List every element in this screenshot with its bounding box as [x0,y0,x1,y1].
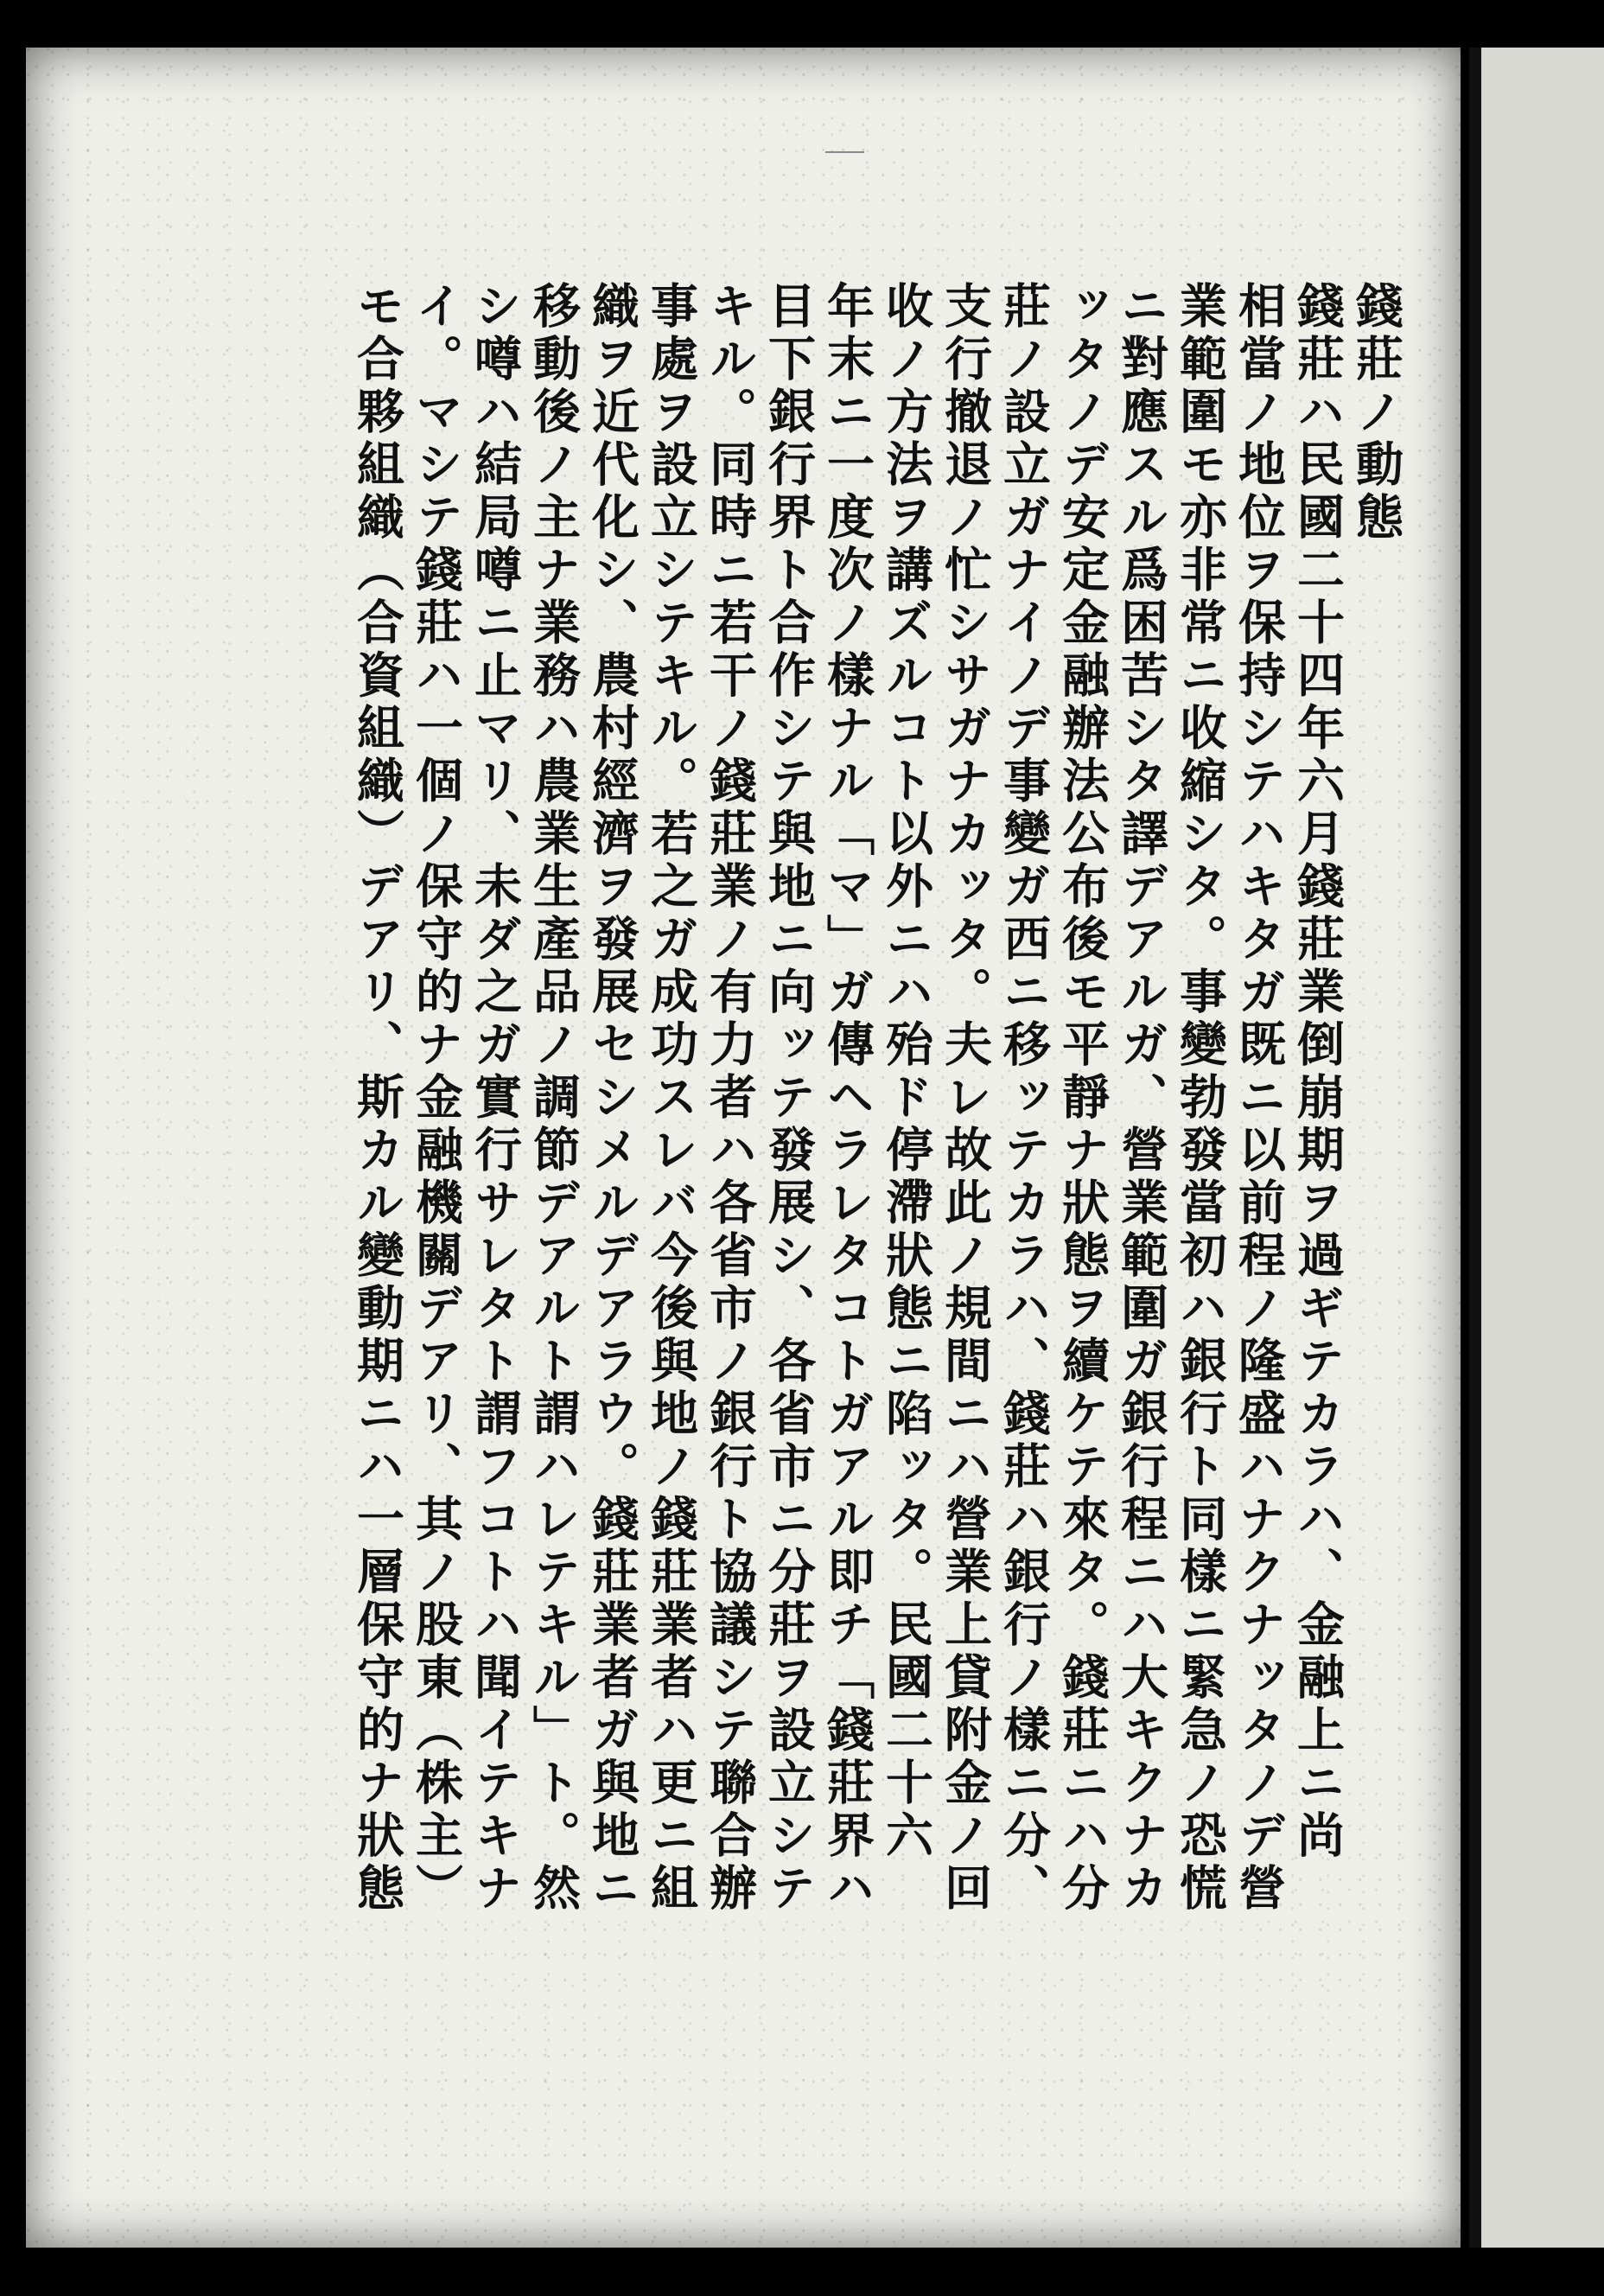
vertical-text-body [349,281,1404,2105]
text-column: 事處ヲ設立シテキル。若之ガ成功スレバ今後與地ノ錢莊業者ハ更ニ組 [643,281,699,1916]
top-mark [825,151,864,153]
text-column: 支行撤退ノ忙シサガナカッタ。夫レ故此ノ規間ニハ營業上貸附金ノ回 [937,281,993,1916]
text-column: 錢莊ハ民國二十四年六月錢莊業倒崩期ヲ過ギテカラハ、金融上ニ尚 [1289,281,1346,1863]
text-column: 目下銀行界ト合作シテ與地ニ向ッテ發展シ、各省市ニ分莊ヲ設立シテ [761,281,817,1916]
text-column: 移動後ノ主ナ業務ハ農業生產品ノ調節デアルト謂ハレテキル」ト。然 [525,281,582,1916]
text-column: 年末ニ一度次ノ樣ナル「マ」ガ傳ヘラレタコトガアル即チ「錢莊界ハ [819,281,875,1916]
text-column: 相當ノ地位ヲ保持シテハキタガ既ニ以前程ノ隆盛ハナクナッタノデ營 [1231,281,1287,1916]
text-column: シ噂ハ結局噂ニ止マリ、未ダ之ガ實行サレタト謂フコトハ聞イテキナ [467,281,523,1916]
text-column: 業範圍モ亦非常ニ收縮シタ。事變勃發當初ハ銀行ト同樣ニ緊急ノ恐慌 [1172,281,1228,1916]
text-column: 織ヲ近代化シ、農村經濟ヲ發展セシメルデアラウ。錢莊業者ガ與地ニ [584,281,640,1916]
text-column: イ。マシテ錢莊ハ一個ノ保守的ナ金融機關デアリ、其ノ股東（株主） [408,281,464,1916]
text-column: ニ對應スル爲困苦シタ譯デアルガ、營業範圍ガ銀行程ニハ大キクナカ [1113,281,1169,1916]
next-page-edge [1469,48,1604,2248]
text-column: ッタノデ安定金融辦法公布後モ平靜ナ狀態ヲ續ケテ來タ。錢莊ニハ分 [1054,281,1111,1916]
text-column: キル。同時ニ若干ノ錢莊業ノ有力者ハ各省市ノ銀行ト協議シテ聯合辦 [702,281,758,1916]
text-column: 收ノ方法ヲ講ズルコト以外ニハ殆ド停滯狀態ニ陷ッタ。民國二十六 [878,281,934,1863]
text-column: 莊ノ設立ガナイノデ事變ガ西ニ移ッテカラハ、錢莊ハ銀行ノ樣ニ分、 [996,281,1052,1916]
text-column: モ合夥組織（合資組織）デアリ、斯カル變動期ニハ一層保守的ナ狀態 [349,281,405,1916]
section-heading: 錢莊ノ動態 [1348,281,1404,545]
